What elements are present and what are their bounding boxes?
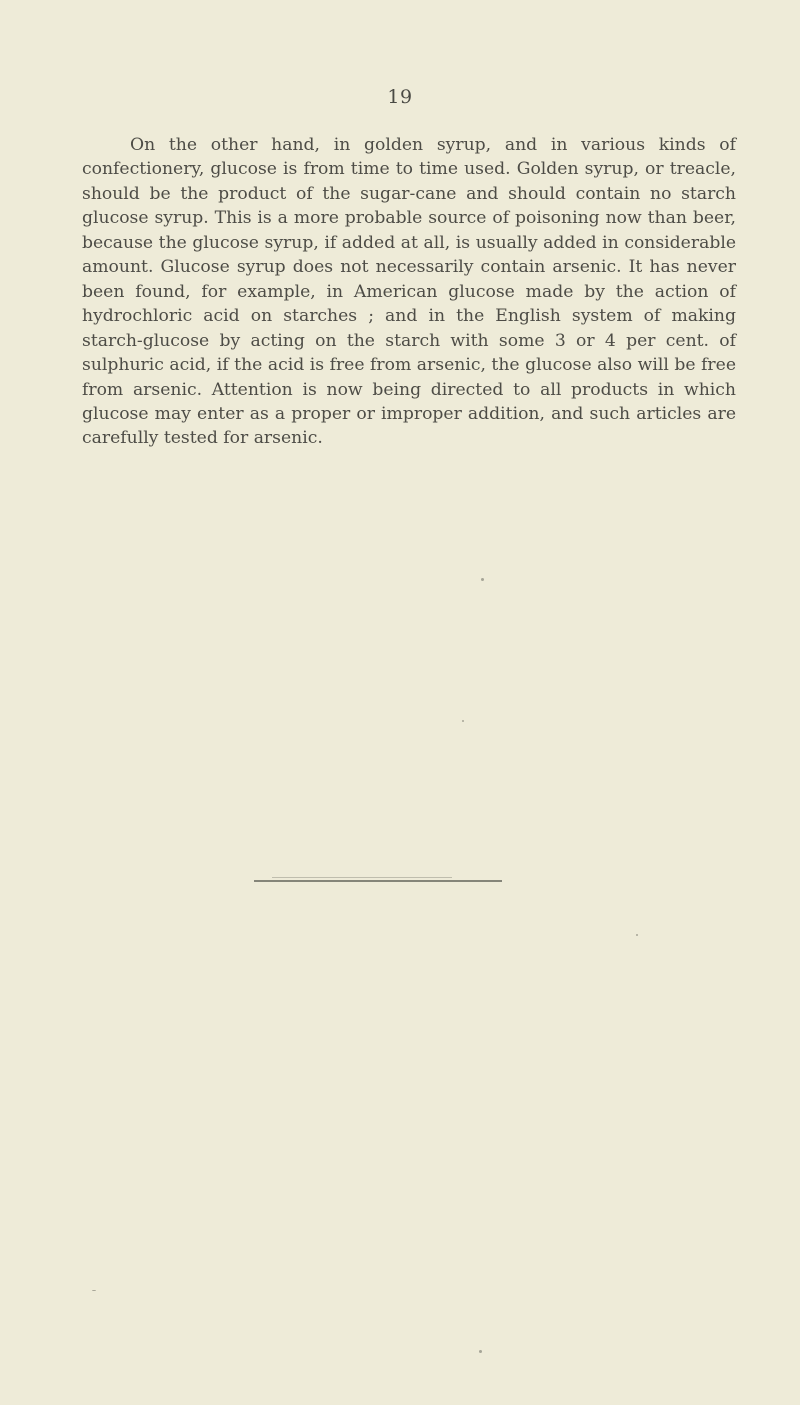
section-divider-rule bbox=[254, 880, 502, 882]
paper-speck bbox=[92, 1290, 96, 1291]
paper-speck bbox=[462, 720, 464, 722]
body-paragraph: On the other hand, in golden syrup, and in various kinds of confectionery, glucose is from time to time used. Golden syrup, or treacle, should be the product of the sugar-cane and should contain no starch glucose syrup. This is a more probable source of poisoning now than beer, because the glucose syrup, if added at all, is usually added in considerable amount. Glucose syrup does not necessarily contain arsenic. It has never been found, for example, in American glucose made by the action of hydrochloric acid on starches ; and in the English system of making starch-glucose by acting on the starch with some 3 or 4 per cent. of sulphuric acid, if the acid is free from arsenic, the glucose also will be free from arsenic. Attention is now being directed to all products in which glucose may enter as a proper or improper addition, and such articles are carefully tested for arsenic. bbox=[82, 135, 736, 449]
page-number: 19 bbox=[387, 86, 413, 108]
paper-speck bbox=[481, 578, 484, 581]
paper-speck bbox=[479, 1350, 482, 1353]
paper-speck bbox=[636, 934, 638, 936]
